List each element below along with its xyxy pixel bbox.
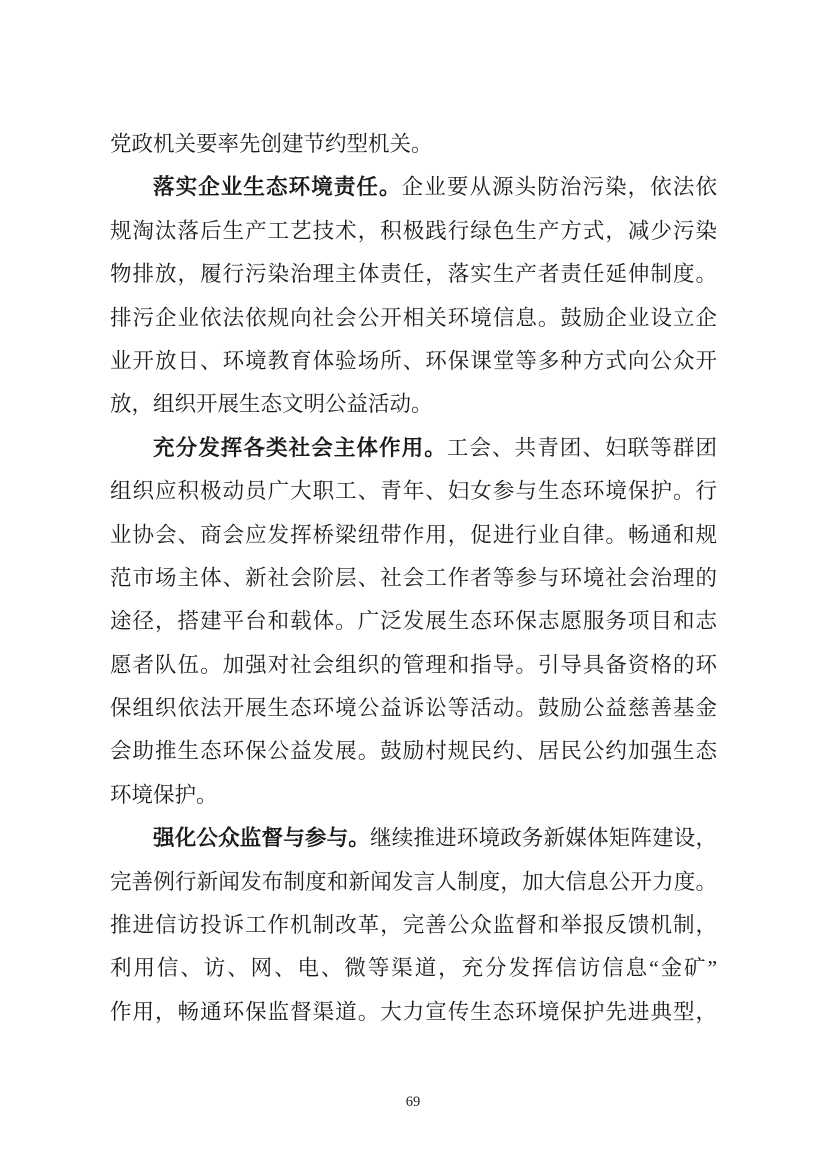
text-line (110, 947, 717, 990)
text-segment: 排污企业依法依规向社会公开相关环境信息。鼓励企业设立企 (110, 305, 717, 330)
text-segment: 保组织依法开展生态环境公益诉讼等活动。鼓励公益慈善基金 (110, 696, 717, 721)
text-line (110, 470, 717, 513)
text-line (110, 774, 717, 817)
text-line (110, 730, 717, 773)
text-segment: 物排放，履行污染治理主体责任，落实生产者责任延伸制度。 (110, 262, 717, 287)
text-segment: 推进信访投诉工作机制改革，完善公众监督和举报反馈机制， (110, 913, 717, 938)
text-line (110, 427, 717, 470)
text-segment: 途径，搭建平台和载体。广泛发展生态环保志愿服务项目和志 (110, 609, 717, 634)
text-line (110, 600, 717, 643)
text-segment: 业开放日、环境教育体验场所、环保课堂等多种方式向公众开 (110, 348, 717, 373)
text-line (110, 166, 717, 209)
text-segment: 作用，畅通环保监督渠道。大力宣传生态环境保护先进典型， (110, 999, 717, 1024)
text-segment: 会助推生态环保公益发展。鼓励村规民约、居民公约加强生态 (110, 739, 717, 764)
text-line (110, 514, 717, 557)
document-body (110, 123, 717, 1034)
text-line (110, 904, 717, 947)
text-segment: 工会、共青团、妇联等群团 (446, 435, 717, 460)
text-line (110, 123, 717, 166)
text-line (110, 210, 717, 253)
paragraph-lead: 落实企业生态环境责任。 (153, 175, 402, 200)
text-line (110, 991, 717, 1034)
text-segment: 环境保护。 (110, 782, 218, 807)
paragraph-lead: 充分发挥各类社会主体作用。 (153, 435, 447, 460)
text-segment: 组织应积极动员广大职工、青年、妇女参与生态环境保护。行 (110, 479, 717, 504)
text-segment: 放，组织开展生态文明公益活动。 (110, 392, 433, 417)
text-line (110, 557, 717, 600)
text-segment: 业协会、商会应发挥桥梁纽带作用，促进行业自律。畅通和规 (110, 522, 717, 547)
text-line (110, 383, 717, 426)
text-line (110, 253, 717, 296)
text-line (110, 817, 717, 860)
text-segment: 利用信、访、网、电、微等渠道，充分发挥信访信息“金矿” (110, 956, 717, 981)
text-line (110, 687, 717, 730)
text-segment: 企业要从源头防治污染，依法依 (401, 175, 717, 200)
text-segment: 完善例行新闻发布制度和新闻发言人制度，加大信息公开力度。 (110, 869, 717, 894)
paragraph-lead: 强化公众监督与参与。 (153, 826, 370, 851)
text-line (110, 861, 717, 904)
text-line (110, 340, 717, 383)
text-segment: 愿者队伍。加强对社会组织的管理和指导。引导具备资格的环 (110, 652, 717, 677)
text-segment: 范市场主体、新社会阶层、社会工作者等参与环境社会治理的 (110, 565, 717, 590)
text-line (110, 644, 717, 687)
text-line (110, 297, 717, 340)
page-number: 69 (405, 1094, 421, 1110)
text-segment: 继续推进环境政务新媒体矩阵建设， (370, 826, 717, 851)
text-segment: 规淘汰落后生产工艺技术，积极践行绿色生产方式，减少污染 (110, 218, 717, 243)
text-segment: 党政机关要率先创建节约型机关。 (110, 132, 433, 156)
